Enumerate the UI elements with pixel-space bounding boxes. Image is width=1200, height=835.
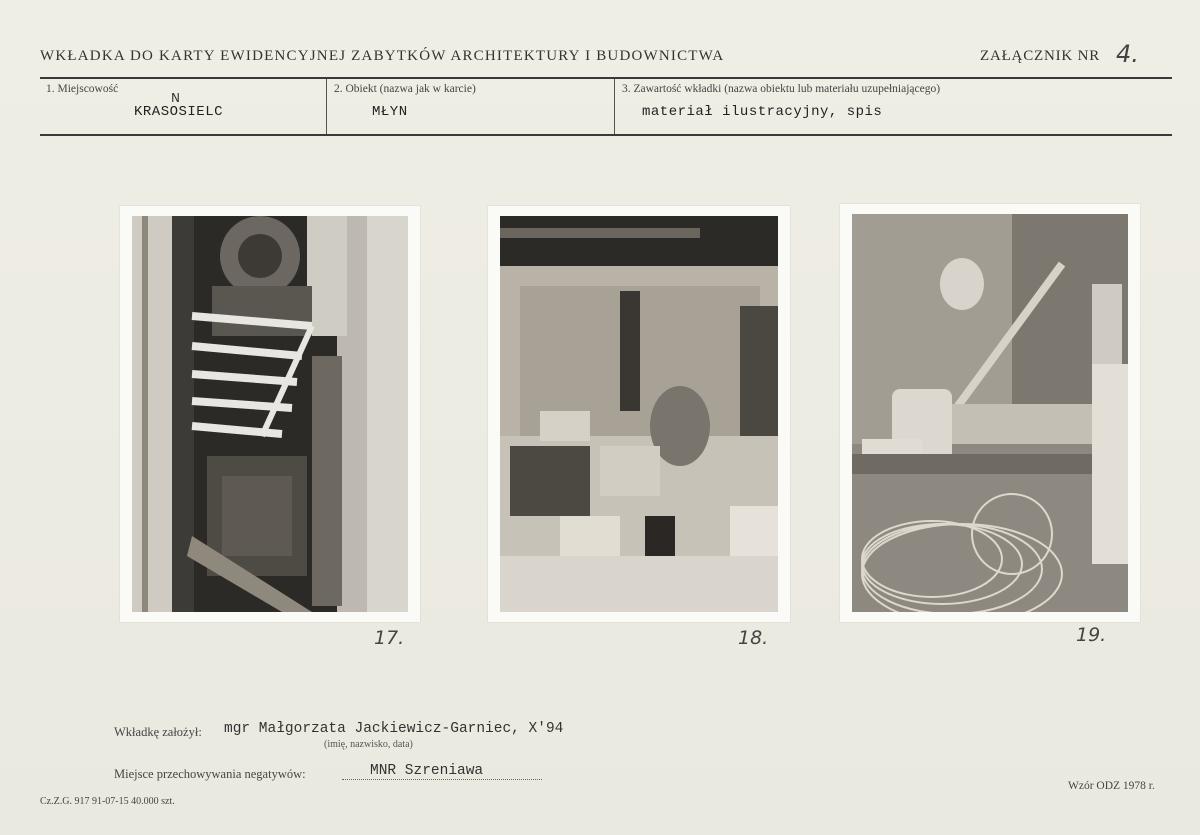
photo-18 [488, 206, 790, 622]
photo-17-number: 17. [374, 627, 405, 649]
locality-label: 1. Miejscowość [46, 83, 119, 95]
attachment-label: ZAŁĄCZNIK NR [980, 48, 1101, 64]
photo-19-number: 19. [1076, 624, 1107, 646]
object-value: MŁYN [372, 104, 408, 120]
author-sublabel: (imię, nazwisko, data) [324, 739, 413, 750]
author-value: mgr Małgorzata Jackiewicz-Garniec, X'94 [224, 721, 564, 737]
negatives-dotted-line [342, 779, 542, 780]
photo-18-image [500, 216, 778, 612]
field-separator-2 [614, 79, 615, 134]
object-label: 2. Obiekt (nazwa jak w karcie) [334, 83, 476, 95]
header-rule-bottom [40, 134, 1172, 136]
header-rule-top [40, 77, 1172, 79]
field-separator-1 [326, 79, 327, 134]
form-code: Wzór ODZ 1978 r. [1068, 780, 1155, 792]
form-title: WKŁADKA DO KARTY EWIDENCYJNEJ ZABYTKÓW ARCHITEKTURY I BUDOWNICTWA [40, 48, 725, 64]
photo-17-image [132, 216, 408, 612]
author-label: Wkładkę założył: [114, 725, 202, 739]
photo-19-image [852, 214, 1128, 612]
print-code: Cz.Z.G. 917 91-07-15 40.000 szt. [40, 796, 175, 807]
locality-correction-mark: N [171, 91, 180, 105]
contents-label: 3. Zawartość wkładki (nazwa obiektu lub materiału uzupełniającego) [622, 83, 941, 95]
photo-18-number: 18. [738, 627, 769, 649]
locality-value: KRASOSIELC [134, 104, 224, 120]
negatives-value: MNR Szreniawa [370, 763, 484, 779]
contents-value: materiał ilustracyjny, spis [642, 104, 883, 120]
photo-19 [840, 204, 1140, 622]
negatives-label: Miejsce przechowywania negatywów: [114, 767, 306, 781]
photo-17 [120, 206, 420, 622]
attachment-number: 4. [1116, 40, 1139, 68]
